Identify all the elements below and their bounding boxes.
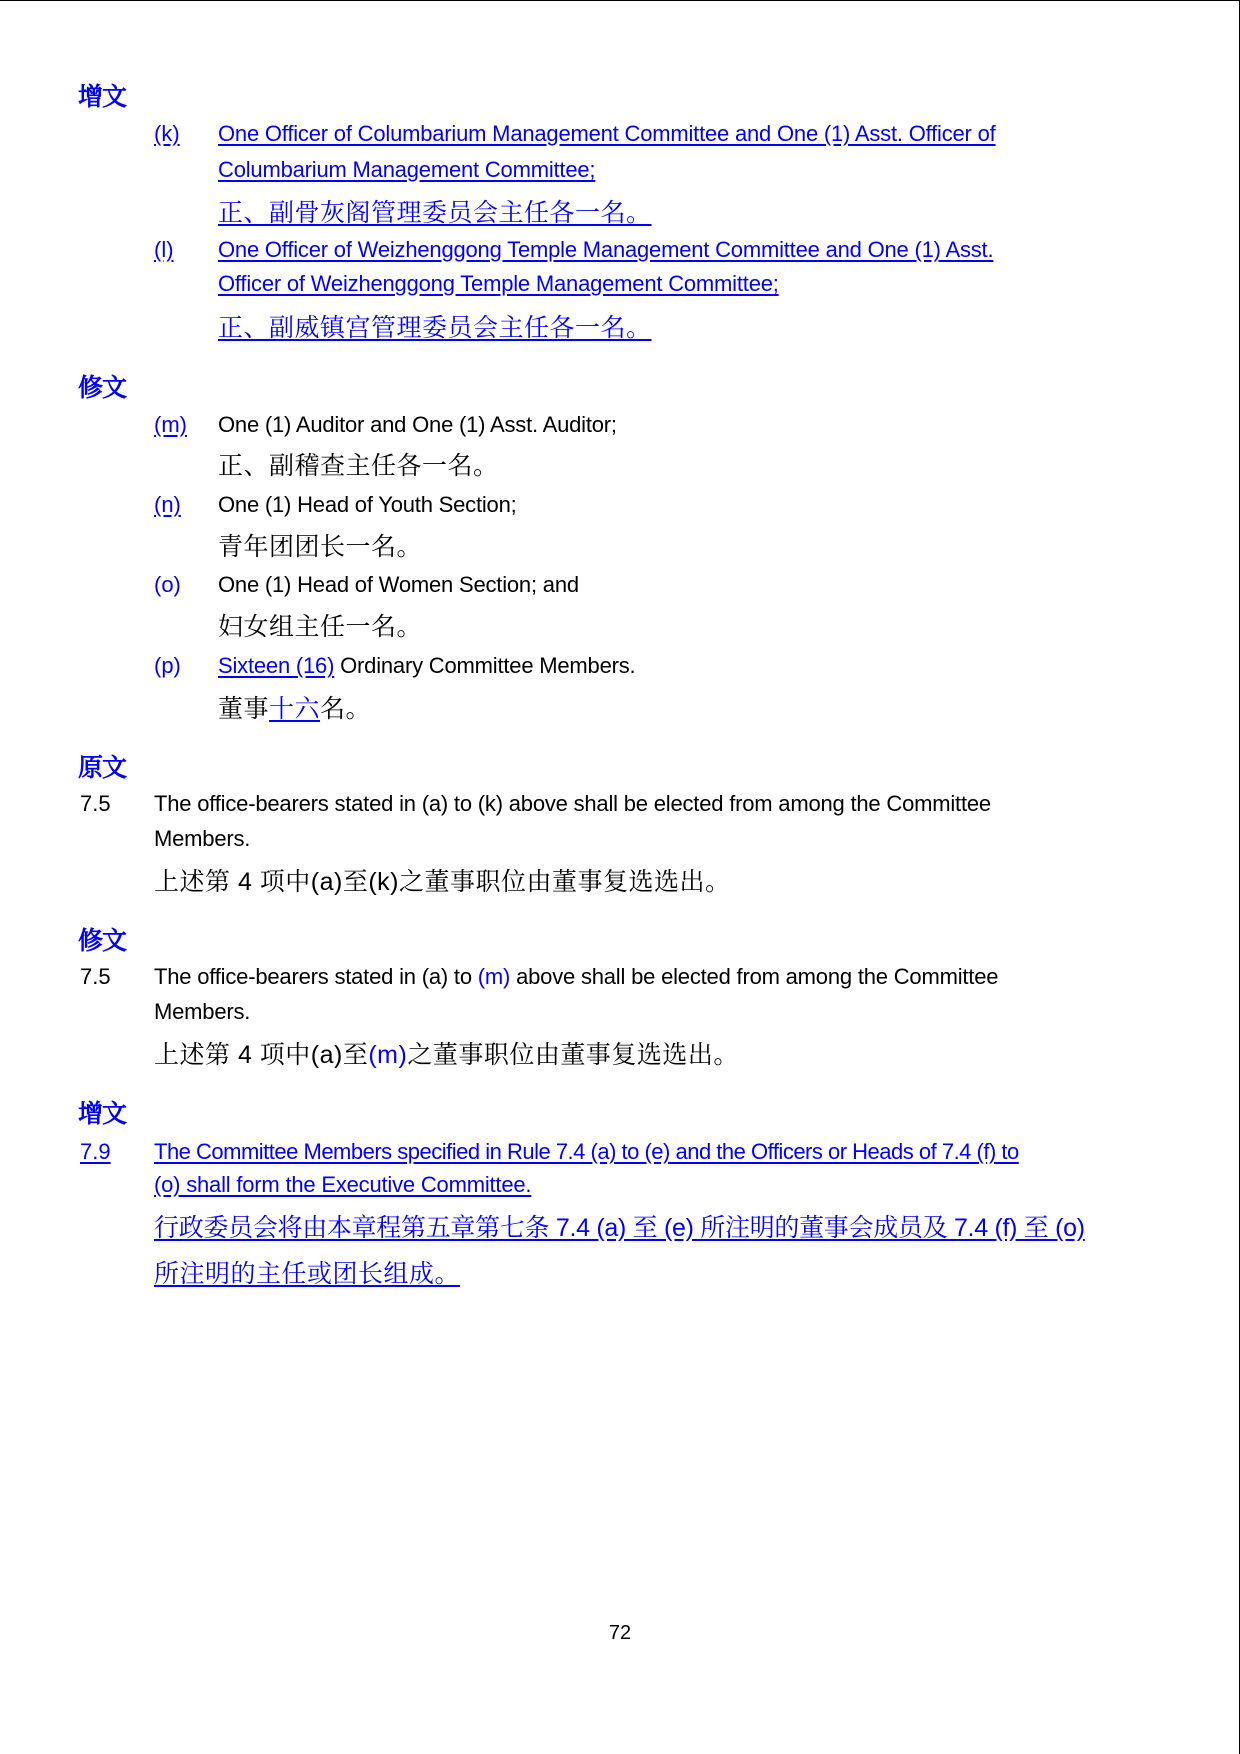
section-heading-amended-2: 修文: [78, 927, 127, 955]
clause-number-original: 7.5: [80, 791, 111, 816]
item-marker-n: (n): [154, 492, 181, 517]
section-heading-original: 原文: [78, 754, 127, 782]
clause-added-english-line2: (o) shall form the Executive Committee.: [154, 1172, 532, 1197]
item-marker-l: (l): [154, 237, 174, 262]
item-k-chinese: 正、副骨灰阁管理委员会主任各一名。: [218, 199, 652, 227]
item-o-english: One (1) Head of Women Section; and: [218, 572, 579, 597]
item-p-chinese: [218, 689, 371, 725]
item-marker-k: (k): [154, 121, 180, 146]
clause-original-english-line1: The office-bearers stated in (a) to (k) above shall be elected from among the Committee: [154, 791, 991, 816]
clause-amended-english-post: above shall be elected from among the Committee: [510, 964, 999, 989]
clause-amended-english-changed: (m): [477, 964, 511, 989]
clause-amended-english-pre: The office-bearers stated in (a) to: [154, 964, 478, 989]
clause-number-amended: 7.5: [80, 964, 111, 989]
clause-original-english-line2: Members.: [154, 826, 251, 851]
clause-amended-english-line1: [154, 964, 998, 990]
item-l-english-line1: One Officer of Weizhenggong Temple Management Committee and One (1) Asst.: [218, 237, 994, 262]
section-heading-added-2: 增文: [78, 1100, 127, 1128]
item-p-chinese-changed: 十六: [269, 695, 321, 723]
item-o-chinese: 妇女组主任一名。: [218, 613, 423, 641]
clause-amended-chinese: [154, 1035, 739, 1071]
item-m-english: One (1) Auditor and One (1) Asst. Auditor;: [218, 412, 617, 437]
item-n-english: One (1) Head of Youth Section;: [218, 492, 517, 517]
item-marker-o: (o): [154, 572, 181, 597]
item-marker-p: (p): [154, 653, 181, 678]
item-p-english-rest: Ordinary Committee Members.: [334, 653, 636, 678]
clause-amended-english-line2: Members.: [154, 999, 251, 1024]
clause-added-chinese-line2: 所注明的主任或团长组成。: [154, 1260, 461, 1288]
clause-original-chinese: 上述第 4 项中(a)至(k)之董事职位由董事复选选出。: [154, 868, 731, 896]
clause-added-english-line1: The Committee Members specified in Rule 7.4 (a) to (e) and the Officers or Heads of 7.4 (f) to: [154, 1139, 1019, 1164]
item-p-english-changed: Sixteen (16): [218, 653, 335, 678]
item-l-chinese: 正、副威镇宫管理委员会主任各一名。: [218, 314, 652, 342]
item-m-chinese: 正、副稽查主任各一名。: [218, 452, 499, 480]
clause-amended-chinese-changed: (m): [368, 1041, 408, 1069]
section-heading-amended: 修文: [78, 374, 127, 402]
clause-added-chinese-line1: 行政委员会将由本章程第五章第七条 7.4 (a) 至 (e) 所注明的董事会成员及 7.4 (f) 至 (o): [154, 1214, 1085, 1242]
item-k-english-line1: One Officer of Columbarium Management Committee and One (1) Asst. Officer of: [218, 121, 996, 146]
clause-amended-chinese-post: 之董事职位由董事复选选出。: [407, 1041, 739, 1069]
item-p-chinese-pre: 董事: [218, 695, 270, 723]
item-k-english-line2: Columbarium Management Committee;: [218, 157, 596, 182]
page-number: 72: [608, 1622, 632, 1644]
item-p-english: [218, 653, 635, 679]
section-heading-added: 增文: [78, 83, 127, 111]
clause-number-added: 7.9: [80, 1139, 111, 1164]
item-p-chinese-post: 名。: [320, 695, 372, 723]
item-l-english-line2: Officer of Weizhenggong Temple Management Committee;: [218, 271, 779, 296]
clause-amended-chinese-pre: 上述第 4 项中(a)至: [154, 1041, 369, 1069]
item-marker-m: (m): [154, 412, 187, 437]
item-n-chinese: 青年团团长一名。: [218, 533, 423, 561]
